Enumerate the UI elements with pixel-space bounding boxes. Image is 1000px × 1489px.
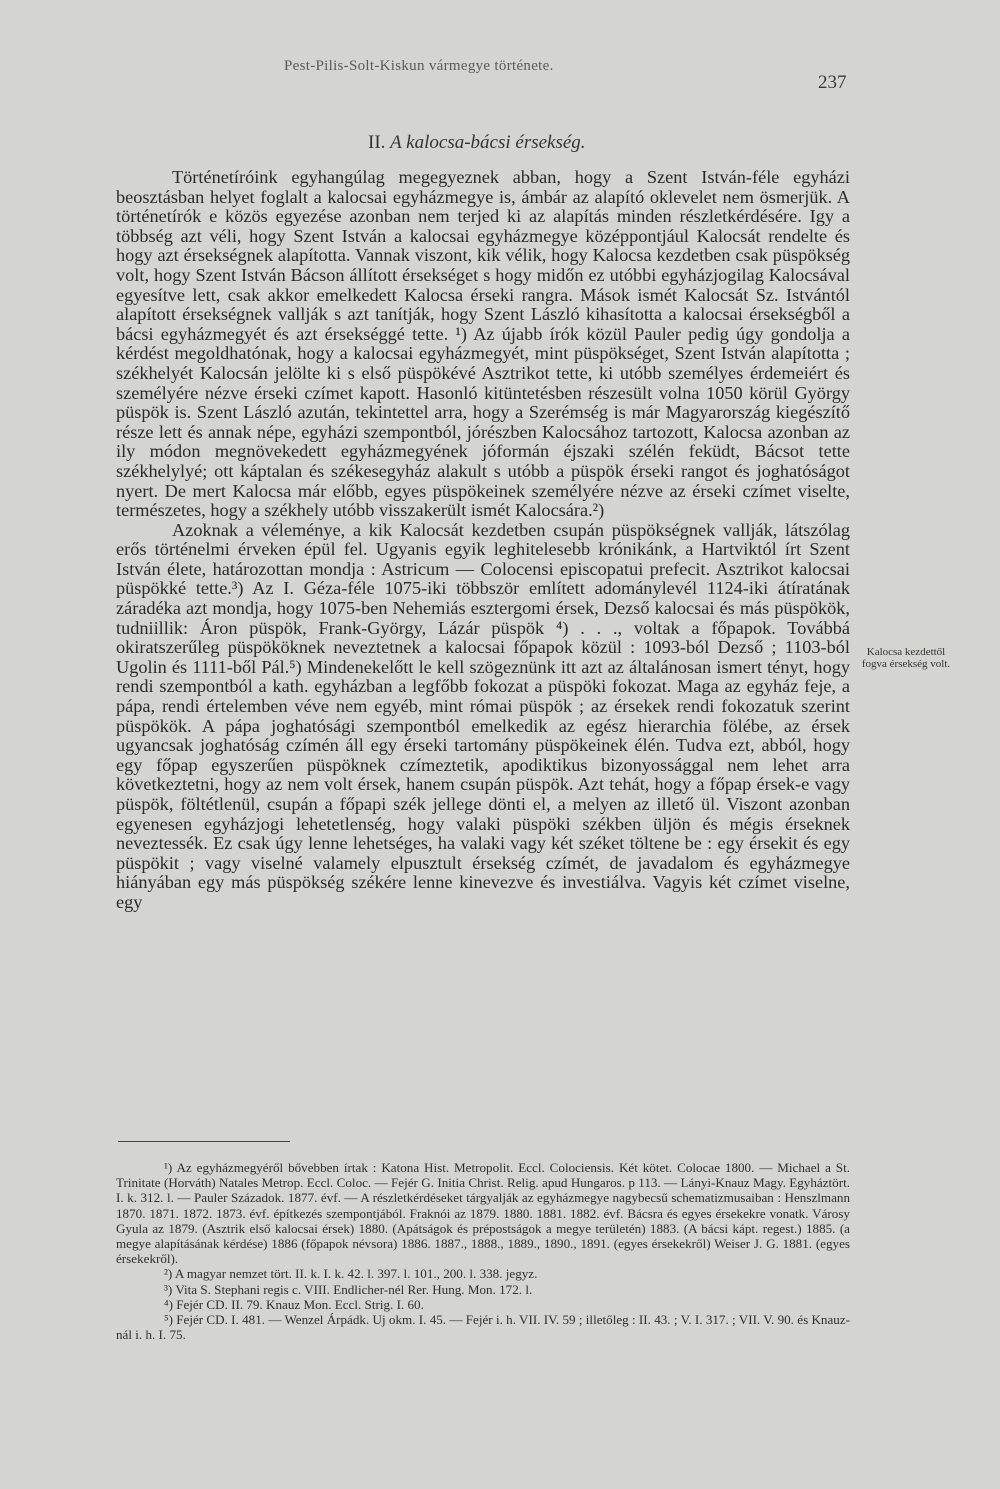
margin-note: Kalocsa kezdettől fogva érsekség volt. [861, 646, 951, 670]
section-number: II. [368, 132, 386, 153]
section-title: A kalocsa-bácsi érsekség. [390, 132, 586, 153]
body-text [116, 168, 850, 913]
footnote: ⁵) Fejér CD. I. 481. — Wenzel Árpádk. Uj okm. I. 45. — Fejér i. h. VII. IV. 59 ; illetőleg : II. 43. ; V. I. 317. ; VII. V. 90. és Knauz-nál i. h. I. 75. [116, 1312, 850, 1343]
footnote: ¹) Az egyházmegyéről bővebben írtak : Katona Hist. Metropolit. Eccl. Colociensis. Két kötet. Colocae 1800. — Michael a St. Trinitate (Horváth) Natales Metrop. Eccl. Coloc. — Fejér G. Initia Christ. Relig. apud Hungaros. p 113. — Lányi-Knauz Magy. Egyháztört. I. k. 312. l. — Pauler Századok. 1877. évf. — A részletkérdéseket tárgyalják az egyházmegye nagybecsű schematizmusaiban : Henszlmann 1870. 1871. 1872. 1873. évf. építkezés szempontjából. Fraknói az 1879. 1880. 1881. 1882. évf. Bácsra és egyes érsekekre vonatk. Városy Gyula az 1879. (Asztrik első kalocsai érsek) 1880. (Apátságok és prépostságok a megye területén) 1883. (A bácsi kápt. regest.) 1885. (a megye alapításának kérdése) 1886 (főpapok névsora) 1886. 1887., 1888., 1889., 1890., 1891. (egyes érsekekről) Weiser J. G. 1881. (egyes érsekekről). [116, 1160, 850, 1267]
section-heading [368, 132, 586, 154]
page-number: 237 [818, 72, 847, 93]
paragraph: Azoknak a véleménye, a kik Kalocsát kezdetben csupán püspökségnek vallják, látszólag erős történelmi érveken épül fel. Ugyanis egyik leghitelesebb krónikánk, a Hartviktól írt Szent István élete, határozottan mondja : Astricum — Colocensi episcopatui prefecit. Asztrikot kalocsai püspökké tette.³) Az I. Géza-féle 1075-iki többször említett adománylevél 1124-iki átíratának záradéka azt mondja, hogy 1075-ben Nehemiás esztergomi érsek, Dezső kalocsai és más püspökök, tudniillik: Áron püspök, Frank-György, Lázár püspök ⁴) . . ., voltak a főpapok. Továbbá okiratszerűleg püspököknek neveztetnek a kalocsai főpapok közül : 1093-ból Dezső ; 1103-ból Ugolin és 1111-ből Pál.⁵) Mindenekelőtt le kell szögeznünk itt azt az általánosan ismert tényt, hogy rendi szempontból a kath. egyházban a legfőbb fokozat a püspöki fokozat. Maga az egyház feje, a pápa, rendi értelemben véve nem egyéb, mint római püspök ; az érsekek rendi fokozatuk szerint püspökök. A pápa joghatósági szempontból emelkedik az egész hierarchia fölébe, az érsek ugyancsak joghatóság czímén áll egy érseki tartomány püspökeinek élén. Tudva ezt, abból, hogy egy főpap egyszerűen püspöknek czímeztetik, apodiktikus bizonyossággal nem lehet arra következtetni, hogy az nem volt érsek, hanem csupán püspök. Azt tehát, hogy a főpap érsek-e vagy püspök, föltétlenül, csupán a főpapi szék jellege dönti el, a melyen az illető ül. Viszont azonban egyenesen egyházjogi lehetetlenség, hogy valaki püspöki székben üljön és mégis érseknek neveztessék. Ez csak úgy lenne lehetséges, ha valaki vagy két széket töltene be : egy érsekit és egy püspökit ; vagy viselné valamely elpusztult érsekség czímét, de javadalom és egyházmegye hiányában egy más püspökség székére lenne kinevezve és investiálva. Vagyis két czímet viselne, egy [116, 519, 850, 912]
footnotes [116, 1160, 850, 1342]
footnote: ³) Vita S. Stephani regis c. VIII. Endlicher-nél Rer. Hung. Mon. 172. l. [164, 1281, 533, 1297]
running-title: Pest-Pilis-Solt-Kiskun vármegye története. [284, 58, 554, 74]
footnote: ²) A magyar nemzet tört. II. k. I. k. 42. l. 397. l. 101., 200. l. 338. jegyz. [164, 1266, 538, 1282]
footnote: ⁴) Fejér CD. II. 79. Knauz Mon. Eccl. Strig. I. 60. [164, 1296, 424, 1312]
paragraph: Történetíróink egyhangúlag megegyeznek abban, hogy a Szent István-féle egyházi beosztásban helyet foglalt a kalocsai egyházmegye is, ámbár az alapító oklevelet nem ösmerjük. A történetírók e közös egyezése azonban nem terjed ki az alapítás minden részletkérdésére. Igy a többség azt véli, hogy Szent István a kalocsai egyházmegye középpontjául Kalocsát rendelte és hogy azt érsekségnek alapította. Vannak viszont, kik vélik, hogy Kalocsa kezdetben csak püspökség volt, hogy Szent István Bácson állított érsekséget s hogy midőn ez utóbbi egyházjogilag Kalocsával egyesítve lett, csak akkor emelkedett Kalocsa érseki rangra. Mások ismét Kalocsát Sz. Istvántól alapított érsekségnek vallják s azt tanítják, hogy Szent László kihasította a kalocsai érsekségből a bácsi egyházmegyét és azt érsekséggé tette. ¹) Az újabb írók közül Pauler pedig úgy gondolja a kérdést megoldhatónak, hogy a kalocsai egyházmegyét, mint püspökséget, Szent István alapította ; székhelyét Kalocsán jelölte ki s első püspökévé Asztrikot tette, ki utóbb személyes érdemeiért és személyére nézve érseki czímet kapott. Hasonló kitüntetésben részesült volna 1050 körül György püspök is. Szent László azután, tekintettel arra, hogy a Szerémség is már Magyarország kiegészítő része lett és annak népe, egyházi szempontból, jórészben Kalocsához tartozott, Kalocsa azonban az ily módon megnövekedett egyházmegyének jóformán éjszaki szélén feküdt, Bácsot tette székhelylyé; ott káptalan és székesegyház alakult s utóbb a püspök érseki rangot és joghatóságot nyert. De mert Kalocsa már előbb, egyes püspökeinek személyére nézve az érseki czímet viselte, természetes, hogy a székhely utóbb visszakerült ismét Kalocsára.²) [116, 167, 850, 521]
footnote-divider [118, 1141, 290, 1142]
